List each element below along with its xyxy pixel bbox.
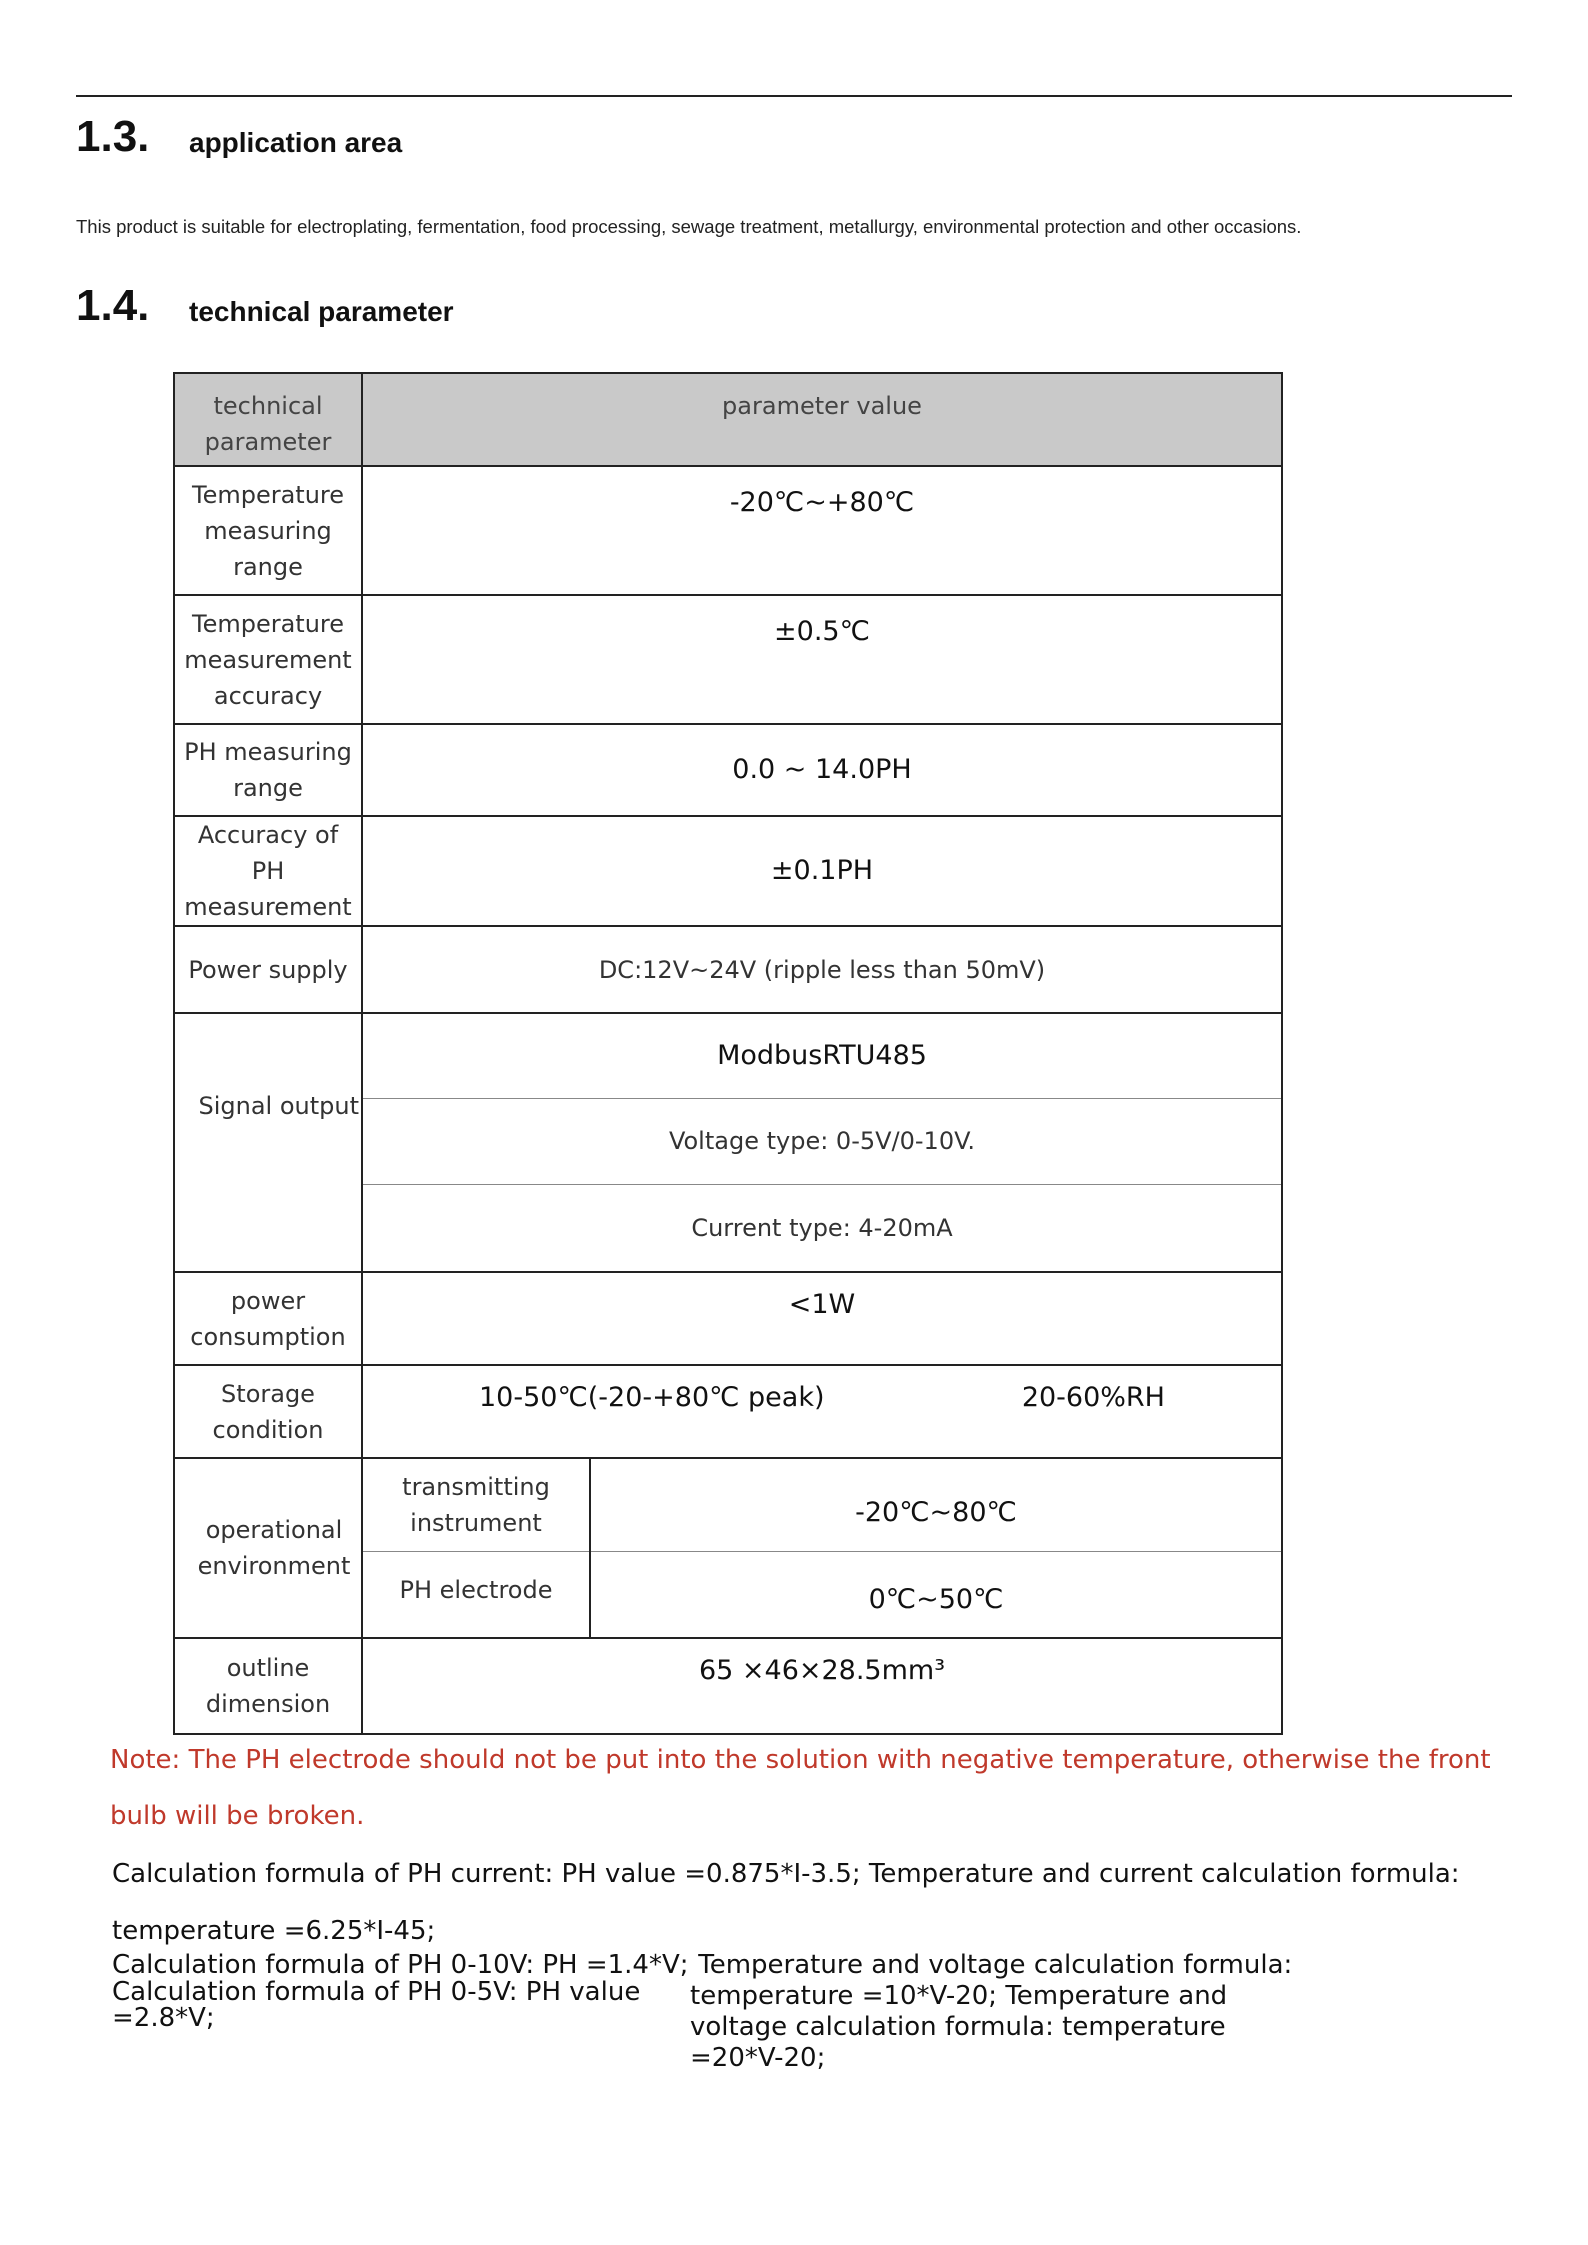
temp-accuracy-value: ±0.5℃ xyxy=(362,595,1282,724)
power-supply-label: Power supply xyxy=(174,926,362,1013)
ph-range-label: PH measuring range xyxy=(174,724,362,816)
table-header-row xyxy=(174,373,1282,466)
table-row xyxy=(174,1013,1282,1098)
ph-range-value: 0.0 ~ 14.0PH xyxy=(362,724,1282,816)
note-line-1: Note: The PH electrode should not be put into the solution with negative temperature, otherwise the front xyxy=(110,1745,1491,1775)
formula-right-3: voltage calculation formula: temperature xyxy=(690,2012,1226,2042)
table-row xyxy=(174,724,1282,816)
outline-value: 65 ×46×28.5mm³ xyxy=(362,1638,1282,1734)
formula-left-2: Calculation formula of PH 0-5V: PH value xyxy=(112,1977,641,2007)
table-row xyxy=(174,1638,1282,1734)
storage-temp-value: 10-50℃(-20-+80℃ peak) xyxy=(479,1382,825,1413)
storage-label: Storage condition xyxy=(174,1365,362,1458)
section-1-3-number: 1.3. xyxy=(76,112,150,161)
formula-line-2: temperature =6.25*I-45; xyxy=(112,1916,436,1946)
formula-left-3: =2.8*V; xyxy=(112,2003,215,2033)
top-rule xyxy=(76,95,1512,97)
formula-right-2: temperature =10*V-20; Temperature and xyxy=(690,1981,1228,2011)
section-1-3-title: application area xyxy=(189,127,403,158)
table-row xyxy=(174,1272,1282,1365)
power-consumption-label: power consumption xyxy=(174,1272,362,1365)
table-row xyxy=(174,466,1282,595)
power-consumption-value: <1W xyxy=(362,1272,1282,1365)
table-row xyxy=(174,1458,1282,1551)
section-1-4-number: 1.4. xyxy=(76,281,150,330)
section-1-4-title: technical parameter xyxy=(189,296,454,327)
signal-voltage-value: Voltage type: 0-5V/0-10V. xyxy=(362,1098,1282,1184)
signal-modbus-value: ModbusRTU485 xyxy=(362,1013,1282,1098)
table-row xyxy=(174,595,1282,724)
header-technical-parameter: technical parameter xyxy=(174,373,362,466)
storage-value xyxy=(362,1365,1282,1458)
formula-left-1: Calculation formula of PH 0-10V: PH =1.4*V; xyxy=(112,1950,689,1980)
temp-range-value: -20℃~+80℃ xyxy=(362,466,1282,595)
ph-accuracy-label: Accuracy of PH measurement xyxy=(174,816,362,926)
formula-line-1: Calculation formula of PH current: PH value =0.875*I-3.5; Temperature and current calculation formula: xyxy=(112,1859,1460,1889)
header-parameter-value: parameter value xyxy=(362,373,1282,466)
outline-label: outline dimension xyxy=(174,1638,362,1734)
power-supply-value: DC:12V~24V (ripple less than 50mV) xyxy=(362,926,1282,1013)
signal-current-value: Current type: 4-20mA xyxy=(362,1184,1282,1272)
electrode-value: 0℃~50℃ xyxy=(590,1551,1282,1638)
temp-range-label: Temperature measuring range xyxy=(174,466,362,595)
formula-right-4: =20*V-20; xyxy=(690,2043,826,2073)
electrode-label: PH electrode xyxy=(362,1551,590,1638)
application-area-text: This product is suitable for electroplating, fermentation, food processing, sewage treatment, metallurgy, environmental protection and other occasions. xyxy=(76,216,1302,237)
transmitter-label: transmitting instrument xyxy=(362,1458,590,1551)
ph-accuracy-value: ±0.1PH xyxy=(362,816,1282,926)
note-line-2: bulb will be broken. xyxy=(110,1801,365,1831)
technical-parameter-table xyxy=(173,372,1283,1735)
operational-env-label: operational environment xyxy=(174,1458,362,1638)
signal-output-label: Signal output xyxy=(174,1013,362,1272)
formula-right-1: Temperature and voltage calculation formula: xyxy=(690,1950,1293,1980)
table-row xyxy=(174,1365,1282,1458)
transmitter-value: -20℃~80℃ xyxy=(590,1458,1282,1551)
storage-humidity-value: 20-60%RH xyxy=(1021,1382,1165,1413)
table-row xyxy=(174,816,1282,926)
temp-accuracy-label: Temperature measurement accuracy xyxy=(174,595,362,724)
table-row xyxy=(174,926,1282,1013)
